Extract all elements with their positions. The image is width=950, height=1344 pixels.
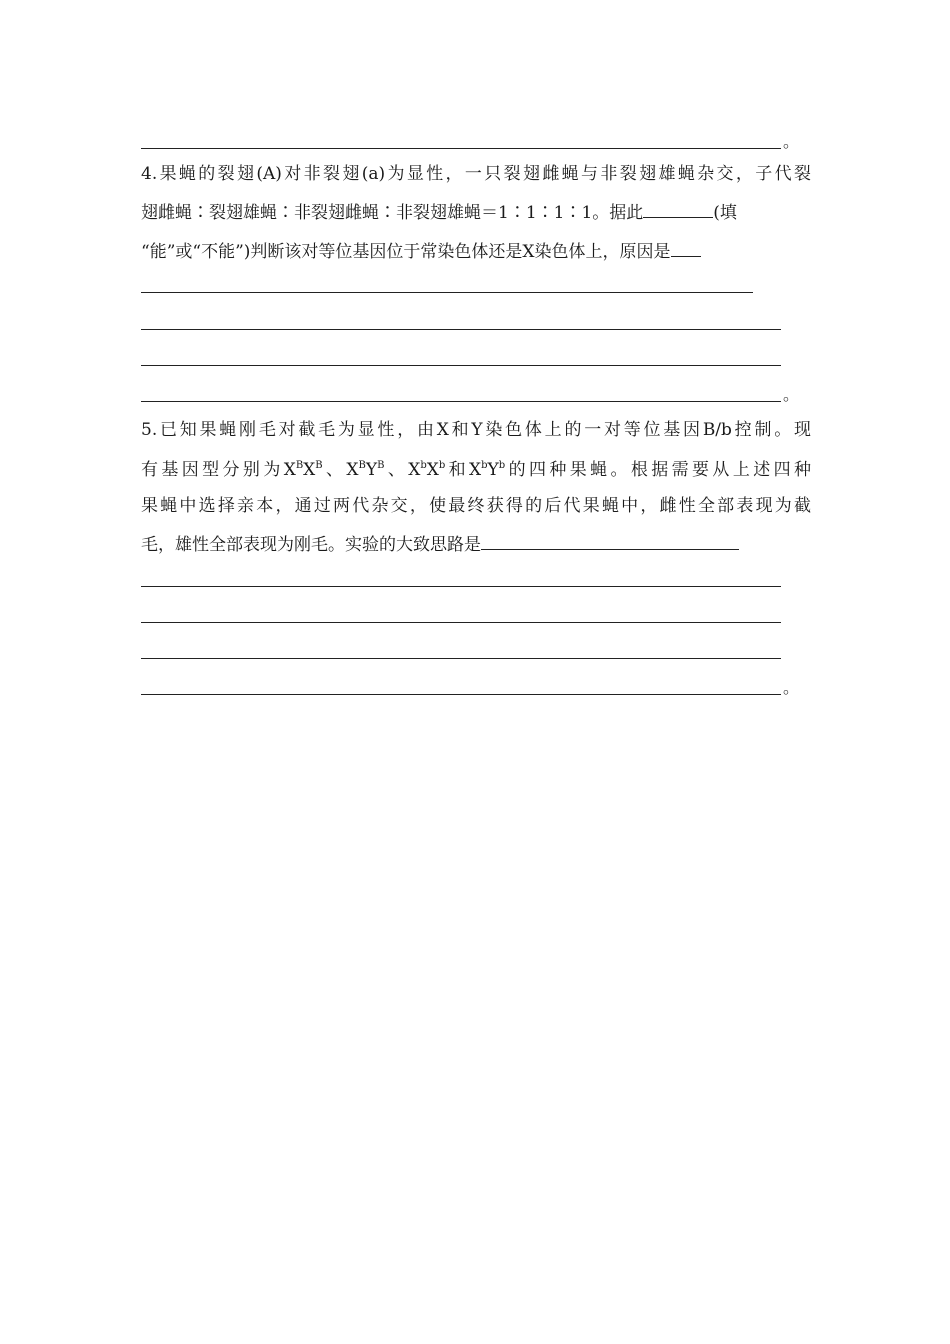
answer-blank-line[interactable] xyxy=(141,329,781,330)
fill-in-blank[interactable] xyxy=(481,534,739,550)
end-period: 。 xyxy=(783,385,800,404)
end-period: 。 xyxy=(783,678,800,697)
answer-blank-line[interactable] xyxy=(141,622,781,623)
fill-in-blank[interactable] xyxy=(671,241,701,257)
answer-blank-line[interactable] xyxy=(141,292,753,293)
answer-blank-line[interactable] xyxy=(141,365,781,366)
question-5-line-4 xyxy=(141,534,811,555)
genotype-list: 有基因型分别为$X^BX^B$、$X^BY^B$、$X^bX^b$和$X^bY^b$的四种果蝇。根据需要从上述四种 xyxy=(141,460,811,480)
answer-blank-line[interactable] xyxy=(141,586,781,587)
question-4-line-1: 4.果蝇的裂翅(A)对非裂翅(a)为显性，一只裂翅雌蝇与非裂翅雄蝇杂交，子代裂 xyxy=(141,164,811,184)
question-4-line-3 xyxy=(141,241,811,262)
question-5-text: 毛，雄性全部表现为刚毛。实验的大致思路是 xyxy=(141,535,481,555)
end-period: 。 xyxy=(783,132,800,151)
fill-in-blank[interactable] xyxy=(643,202,713,218)
question-4-text: 翅雌蝇∶裂翅雄蝇∶非裂翅雌蝇∶非裂翅雄蝇＝1∶1∶1∶1。据此 xyxy=(141,203,644,223)
question-5-line-1: 5.已知果蝇刚毛对截毛为显性，由X和Y染色体上的一对等位基因B/b控制。现 xyxy=(141,420,811,440)
answer-blank-line[interactable] xyxy=(141,148,781,149)
question-4-text: “能”或“不能”)判断该对等位基因位于常染色体还是X染色体上，原因是 xyxy=(141,242,671,262)
question-4-text: (填 xyxy=(713,203,737,223)
question-5-line-2 xyxy=(141,460,811,480)
question-5-line-3: 果蝇中选择亲本，通过两代杂交，使最终获得的后代果蝇中，雌性全部表现为截 xyxy=(141,496,811,516)
question-4-line-2 xyxy=(141,202,811,223)
answer-blank-line[interactable] xyxy=(141,658,781,659)
answer-blank-line[interactable] xyxy=(141,401,781,402)
answer-blank-line[interactable] xyxy=(141,694,781,695)
